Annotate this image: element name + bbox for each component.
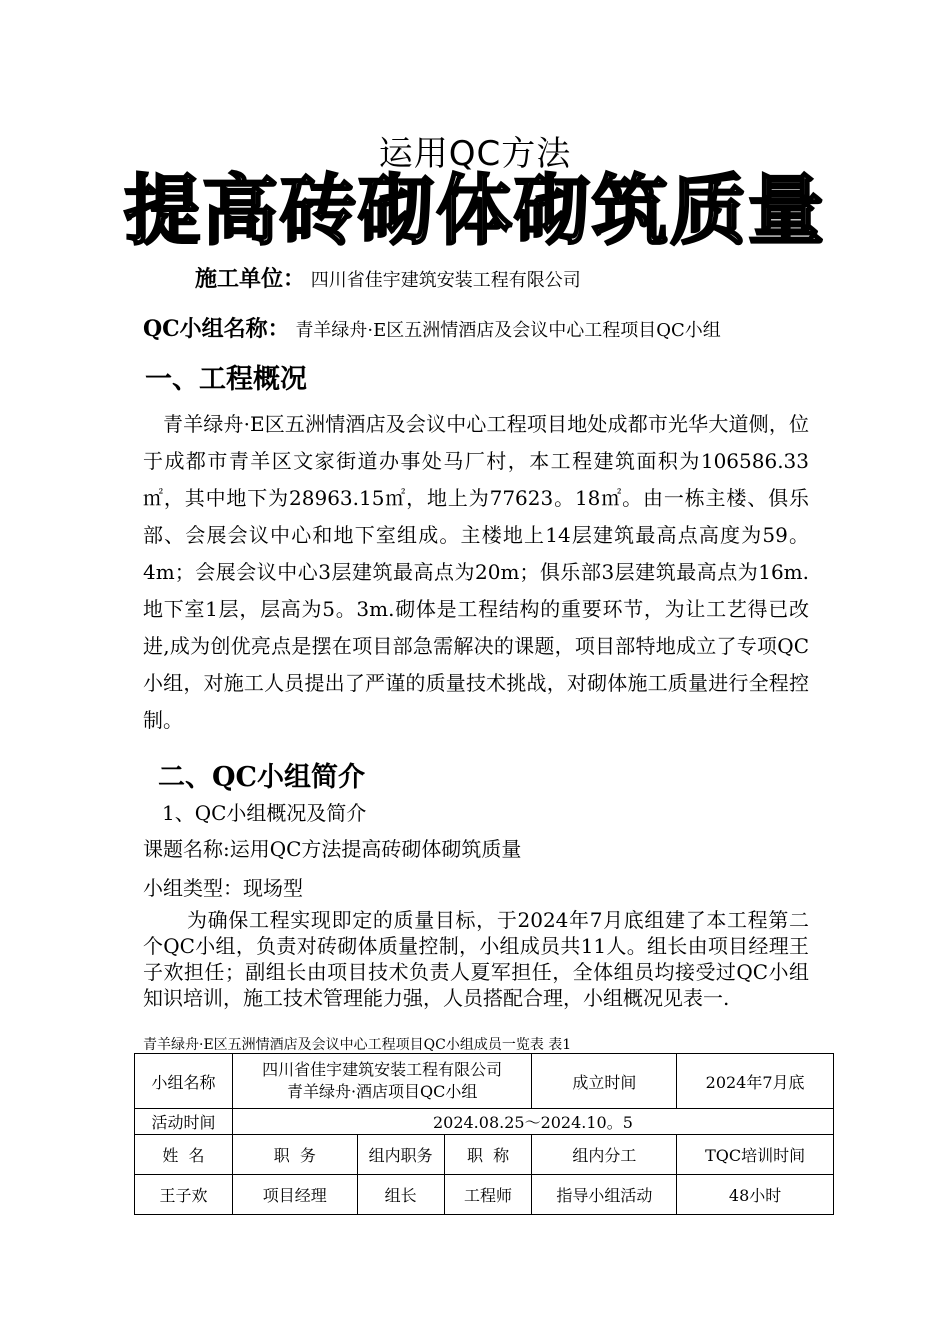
table-cell: 活动时间 bbox=[135, 1109, 233, 1135]
table-cell: 王子欢 bbox=[135, 1175, 233, 1215]
table-header-cell: 职 务 bbox=[232, 1135, 357, 1175]
table-cell: 2024.08.25～2024.10。5 bbox=[232, 1109, 833, 1135]
table-cell: 组长 bbox=[357, 1175, 444, 1215]
subsection-1-heading: 1、QC小组概况及简介 bbox=[162, 801, 367, 825]
table-cell: 48小时 bbox=[677, 1175, 834, 1215]
table-cell bbox=[232, 1054, 532, 1109]
topic-name: 课题名称:运用QC方法提高砖砌体砌筑质量 bbox=[143, 837, 522, 861]
table-cell: 指导小组活动 bbox=[532, 1175, 677, 1215]
table-header-cell: TQC培训时间 bbox=[677, 1135, 834, 1175]
section-2-heading: 二、QC小组简介 bbox=[158, 762, 366, 793]
group-project: 青羊绿舟·酒店项目QC小组 bbox=[286, 1082, 478, 1101]
group-type: 小组类型：现场型 bbox=[143, 876, 303, 900]
construction-unit-label: 施工单位： bbox=[195, 266, 306, 292]
table-header-cell: 姓 名 bbox=[135, 1135, 233, 1175]
construction-unit-value: 四川省佳宇建筑安装工程有限公司 bbox=[310, 270, 581, 291]
table-cell: 项目经理 bbox=[232, 1175, 357, 1215]
members-table bbox=[134, 1053, 834, 1215]
section-1-heading: 一、工程概况 bbox=[145, 364, 307, 395]
section-2-body: 为确保工程实现即定的质量目标，于2024年7月底组建了本工程第二个QC小组，负责对砖砌体质量控制，小组成员共11人。组长由项目经理王子欢担任；副组长由项目技术负责人夏军担任，全体组员均接受过QC小组知识培训，施工技术管理能力强，人员搭配合理，小组概况见表一. bbox=[143, 908, 809, 1010]
table-row bbox=[135, 1109, 834, 1135]
qc-group-name-label: QC小组名称： bbox=[143, 316, 290, 342]
section-1-body: 青羊绿舟·E区五洲情酒店及会议中心工程项目地处成都市光华大道侧，位于成都市青羊区文家街道办事处马厂村，本工程建筑面积为106586.33㎡，其中地下为28963.15㎡，地上为77623。18㎡。由一栋主楼、俱乐部、会展会议中心和地下室组成。主楼地上14层建筑最高点高度为59。4m；会展会议中心3层建筑最高点为20m；俱乐部3层建筑最高点为16m.地下室1层，层高为5。3m.砌体是工程结构的重要环节，为让工艺得已改进,成为创优亮点是摆在项目部急需解决的课题，项目部特地成立了专项QC小组，对施工人员提出了严谨的质量技术挑战，对砌体施工质量进行全程控制。 bbox=[143, 412, 809, 732]
document-title: 提高砖砌体砌筑质量 bbox=[124, 166, 826, 255]
table-header-row bbox=[135, 1135, 834, 1175]
table-caption: 青羊绿舟·E区五洲情酒店及会议中心工程项目QC小组成员一览表 表1 bbox=[143, 1037, 572, 1053]
table-cell: 工程师 bbox=[444, 1175, 532, 1215]
title-line-1: 运用QC方法 bbox=[378, 134, 572, 174]
construction-unit bbox=[195, 262, 581, 293]
table-row bbox=[135, 1175, 834, 1215]
table-header-cell: 组内职务 bbox=[357, 1135, 444, 1175]
table-header-cell: 职 称 bbox=[444, 1135, 532, 1175]
table-cell: 2024年7月底 bbox=[677, 1054, 834, 1109]
group-company: 四川省佳宇建筑安装工程有限公司 bbox=[262, 1060, 503, 1079]
qc-group-name bbox=[143, 312, 721, 343]
table-row bbox=[135, 1054, 834, 1109]
table-header-cell: 组内分工 bbox=[532, 1135, 677, 1175]
table-cell: 成立时间 bbox=[532, 1054, 677, 1109]
table-cell: 小组名称 bbox=[135, 1054, 233, 1109]
qc-group-name-value: 青羊绿舟·E区五洲情酒店及会议中心工程项目QC小组 bbox=[295, 320, 721, 341]
